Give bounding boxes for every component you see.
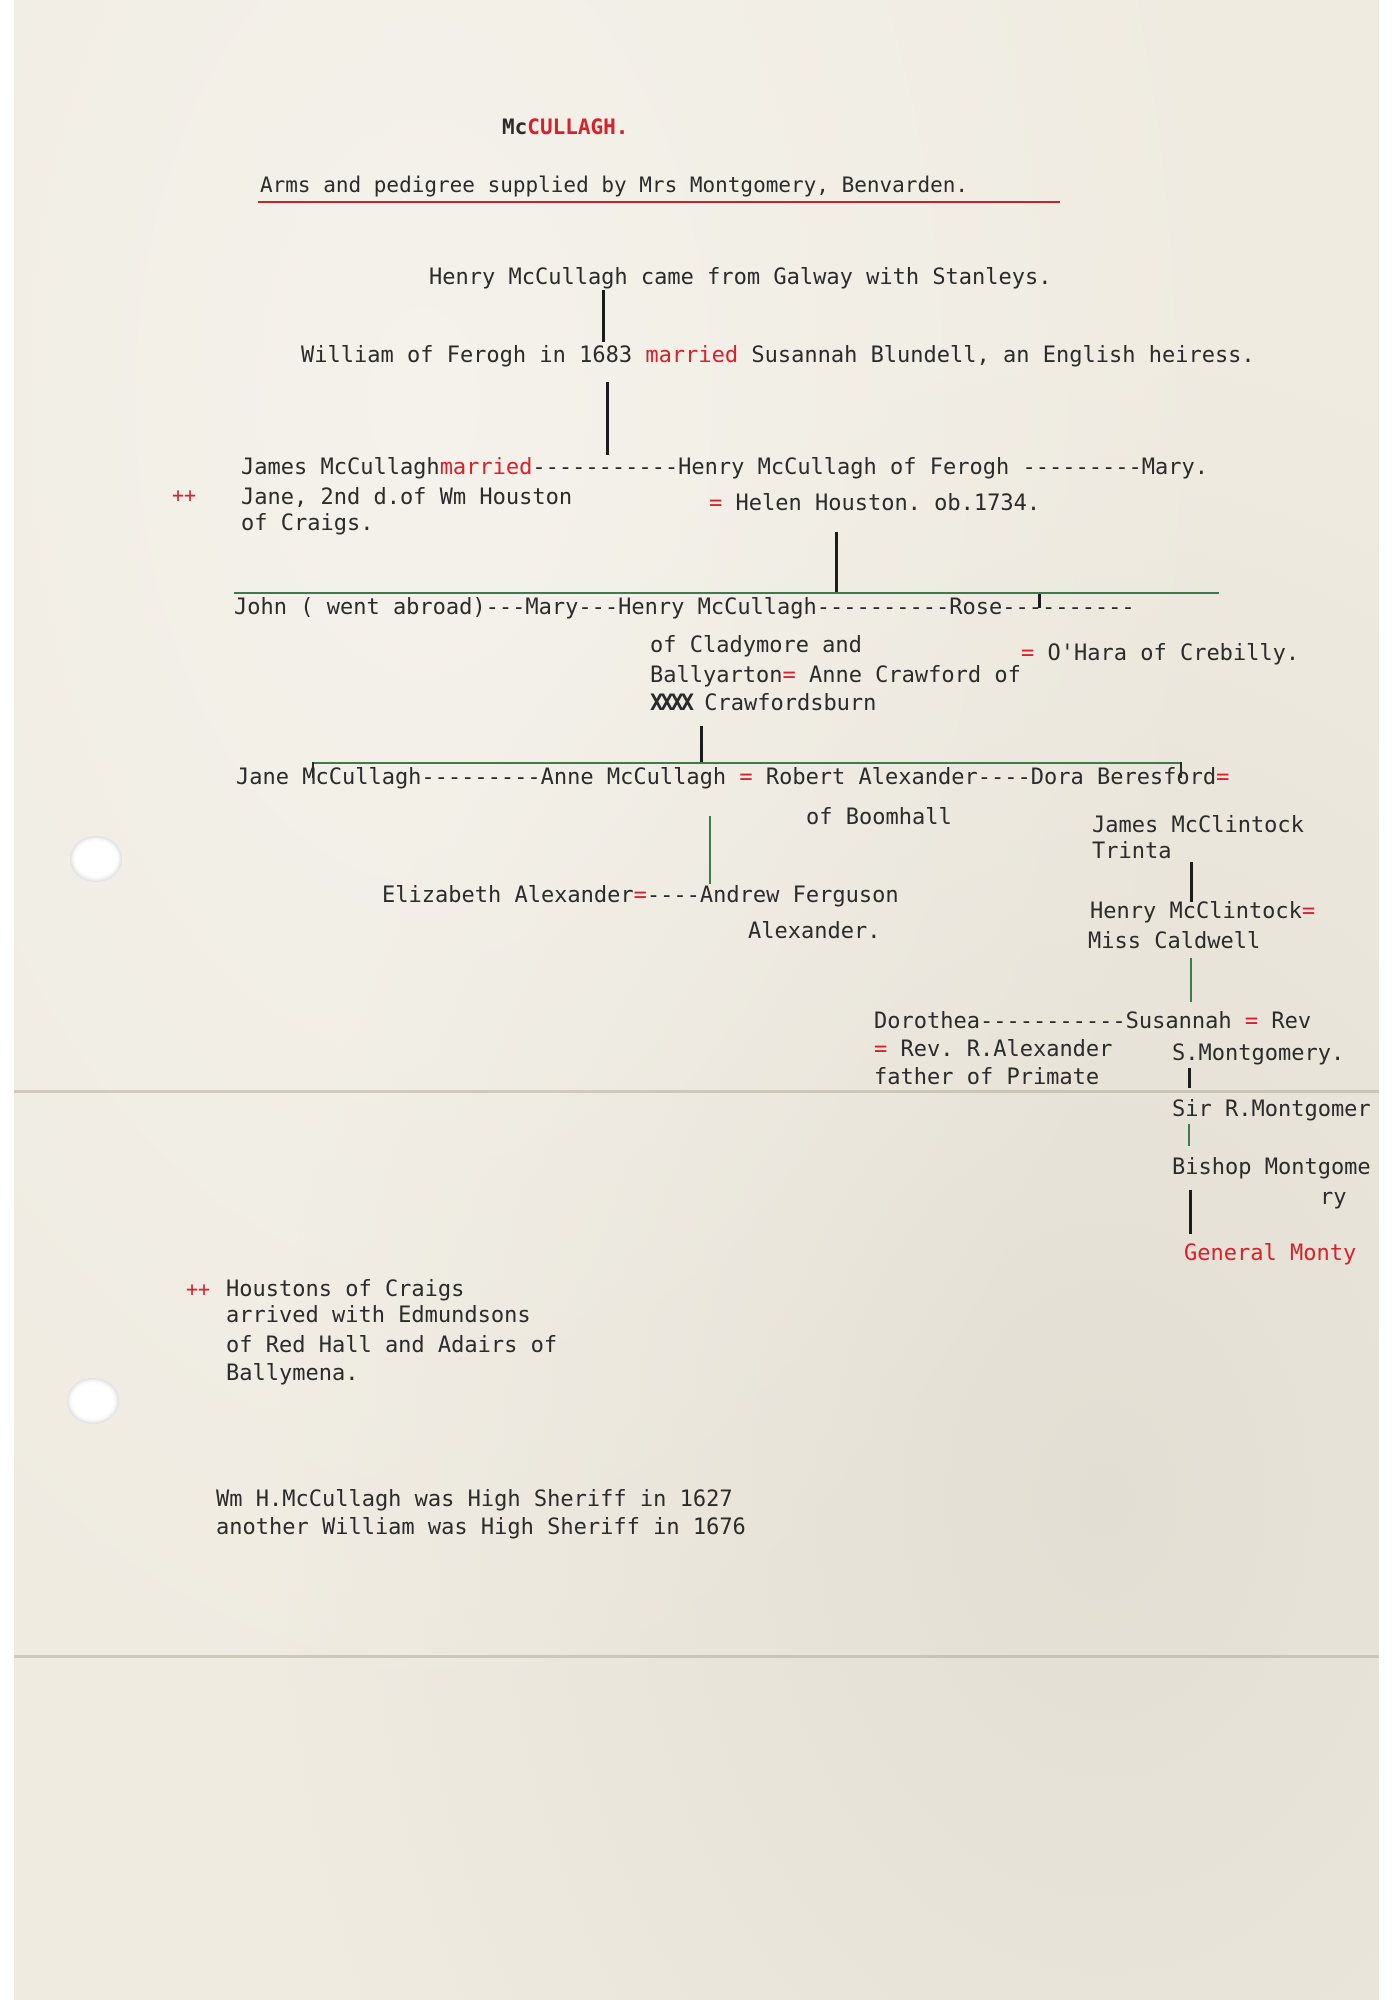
- descent-line: [1188, 1068, 1191, 1088]
- struck-over-text: XXXX: [650, 691, 691, 716]
- descent-line: [1188, 1124, 1190, 1146]
- houston-note-line: Houstons of Craigs: [226, 1277, 465, 1302]
- houston-note-line: Ballymena.: [226, 1361, 359, 1386]
- descent-line: [1190, 862, 1193, 902]
- bishop-montgomery: Bishop Montgome: [1172, 1155, 1371, 1180]
- general-monty: General Monty: [1184, 1241, 1357, 1266]
- descent-line: [835, 532, 838, 594]
- s-montgomery: S.Montgomery.: [1172, 1041, 1345, 1066]
- descent-line: [1189, 1190, 1192, 1234]
- sheriff-note-line: Wm H.McCullagh was High Sheriff in 1627: [216, 1487, 733, 1512]
- punch-hole: [70, 836, 122, 882]
- father-of-primate: father of Primate: [874, 1065, 1100, 1090]
- henry-mccullagh-galway: Henry McCullagh came from Galway with Stanleys.: [429, 265, 1052, 290]
- henry-mcclintock: Henry McClintock=: [1090, 899, 1316, 924]
- of-craigs: of Craigs.: [241, 511, 374, 536]
- james-henry-mary-line: James McCullaghmarried-----------Henry McCullagh of Ferogh ---------Mary.: [241, 455, 1208, 480]
- descent-line: [602, 290, 605, 342]
- document-page: [14, 0, 1379, 2000]
- jane-anne-mccullagh: Jane McCullagh---------Anne McCullagh = Robert Alexander----Dora Beresford=: [236, 765, 1230, 790]
- descent-line: [606, 382, 609, 455]
- james-mcclintock: James McClintock: [1092, 813, 1304, 838]
- fold-crease: [14, 1090, 1379, 1093]
- document-title: McCULLAGH.: [502, 115, 629, 139]
- henry-cladymore: of Cladymore and: [650, 633, 862, 658]
- crawfordsburn: XXXX Crawfordsburn: [650, 691, 877, 716]
- gen4-siblings-line: John ( went abroad)---Mary---Henry McCullagh----------Rose----------: [234, 595, 1135, 620]
- dorothea-susannah-line: Dorothea-----------Susannah = Rev: [874, 1009, 1312, 1034]
- punch-hole: [67, 1378, 119, 1424]
- houston-note-marker: ++: [172, 483, 197, 507]
- trinta: Trinta: [1092, 839, 1172, 864]
- document-subtitle: Arms and pedigree supplied by Mrs Montgomery, Benvarden.: [260, 173, 969, 197]
- fold-crease: [14, 1655, 1379, 1658]
- descent-line: [709, 816, 711, 884]
- miss-caldwell: Miss Caldwell: [1088, 929, 1261, 954]
- henry-ballyarton: Ballyarton= Anne Crawford of: [650, 663, 1021, 688]
- sir-r-montgomery: Sir R.Montgomer: [1172, 1097, 1371, 1122]
- rev-r-alexander: = Rev. R.Alexander: [874, 1037, 1113, 1062]
- footnote-marker: ++: [186, 1277, 211, 1301]
- descent-line: [700, 726, 703, 764]
- subtitle-underline: [258, 201, 1060, 203]
- houston-note-line: of Red Hall and Adairs of: [226, 1333, 558, 1358]
- elizabeth-andrew-line: Elizabeth Alexander=----Andrew Ferguson: [382, 883, 899, 908]
- bishop-montgomery-cont: ry: [1320, 1185, 1347, 1210]
- descent-line: [1190, 958, 1192, 1002]
- houston-note-line: arrived with Edmundsons: [226, 1303, 531, 1328]
- william-of-ferogh-line: William of Ferogh in 1683 married Susannah Blundell, an English heiress.: [301, 343, 1255, 368]
- helen-houston: = Helen Houston. ob.1734.: [709, 491, 1041, 516]
- jane-houston: Jane, 2nd d.of Wm Houston: [241, 485, 573, 510]
- sheriff-note-line: another William was High Sheriff in 1676: [216, 1515, 746, 1540]
- of-boomhall: of Boomhall: [806, 805, 952, 830]
- rose-ohara: = O'Hara of Crebilly.: [1021, 641, 1300, 666]
- andrew-alexander: Alexander.: [748, 919, 881, 944]
